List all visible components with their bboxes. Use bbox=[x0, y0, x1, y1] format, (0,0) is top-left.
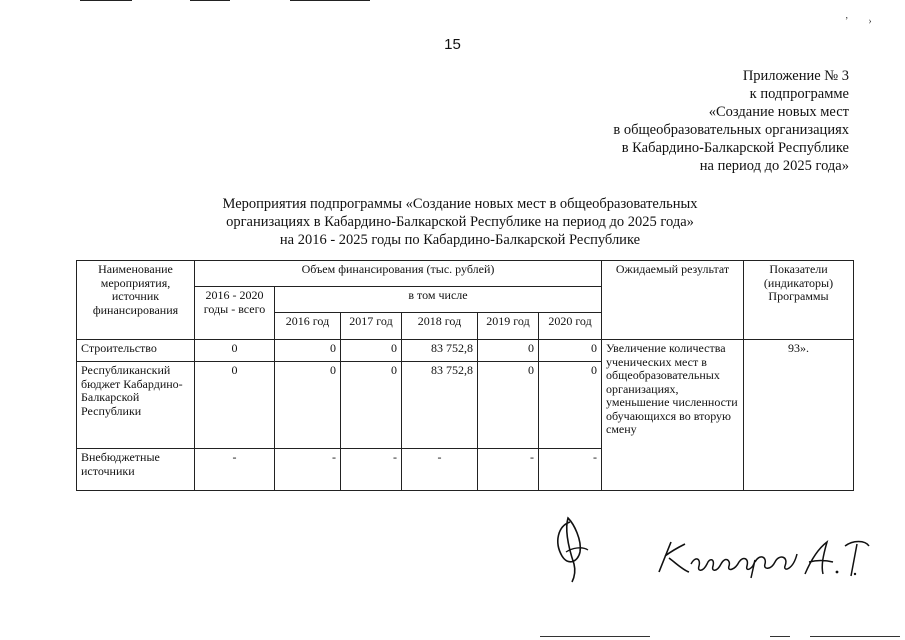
header-indicators: Показатели (индикаторы) Программы bbox=[744, 261, 854, 340]
cell-2017: - bbox=[341, 449, 402, 491]
cell-2018: 83 752,8 bbox=[402, 362, 478, 449]
row-name: Республиканский бюджет Кабардино-Балкарской Республики bbox=[77, 362, 195, 449]
table-row bbox=[77, 340, 854, 362]
appendix-line: в Кабардино-Балкарской Республике bbox=[621, 140, 849, 156]
funding-table bbox=[76, 260, 854, 491]
title-line: Мероприятия подпрограммы «Создание новых мест в общеобразовательных bbox=[222, 196, 698, 212]
cell-2019: 0 bbox=[478, 362, 539, 449]
header-result: Ожидаемый результат bbox=[602, 261, 744, 340]
cell-2018: 83 752,8 bbox=[402, 340, 478, 362]
appendix-line: к подпрограмме bbox=[749, 86, 849, 102]
header-year-2018: 2018 год bbox=[402, 313, 478, 340]
scan-edge-line bbox=[80, 0, 132, 1]
title-line: организациях в Кабардино-Балкарской Республике на период до 2025 года» bbox=[226, 214, 694, 230]
title-line: на 2016 - 2025 годы по Кабардино-Балкарской Республике bbox=[279, 232, 641, 248]
indicator-value: 93». bbox=[744, 340, 854, 491]
scan-edge-line bbox=[540, 636, 650, 637]
signature-mark bbox=[548, 512, 598, 584]
header-total: 2016 - 2020 годы - всего bbox=[195, 287, 275, 340]
row-name: Внебюджетные источники bbox=[77, 449, 195, 491]
cell-2019: - bbox=[478, 449, 539, 491]
appendix-line: Приложение № 3 bbox=[742, 68, 849, 84]
header-including: в том числе bbox=[275, 287, 602, 313]
scan-edge-line bbox=[190, 0, 230, 1]
cell-2017: 0 bbox=[341, 340, 402, 362]
appendix-line: «Создание новых мест bbox=[708, 104, 849, 120]
cell-2016: 0 bbox=[275, 362, 341, 449]
scan-edge-line bbox=[810, 636, 900, 637]
scan-corner-marks: ’› bbox=[845, 16, 892, 27]
cell-2020: - bbox=[539, 449, 602, 491]
header-name: Наименование мероприятия, источник финансирования bbox=[77, 261, 195, 340]
cell-2020: 0 bbox=[539, 340, 602, 362]
header-year-2019: 2019 год bbox=[478, 313, 539, 340]
scan-edge-line bbox=[290, 0, 370, 1]
cell-2019: 0 bbox=[478, 340, 539, 362]
header-year-2016: 2016 год bbox=[275, 313, 341, 340]
cell-2020: 0 bbox=[539, 362, 602, 449]
cell-2018: - bbox=[402, 449, 478, 491]
appendix-line: в общеобразовательных организациях bbox=[613, 122, 849, 138]
cell-2016: 0 bbox=[275, 340, 341, 362]
scan-edge-line bbox=[770, 636, 790, 637]
document-title bbox=[180, 195, 740, 249]
cell-total: 0 bbox=[195, 362, 275, 449]
cell-total: - bbox=[195, 449, 275, 491]
cell-total: 0 bbox=[195, 340, 275, 362]
appendix-line: на период до 2025 года» bbox=[699, 158, 849, 174]
appendix-heading bbox=[613, 67, 849, 175]
header-year-2017: 2017 год bbox=[341, 313, 402, 340]
header-year-2020: 2020 год bbox=[539, 313, 602, 340]
cell-2017: 0 bbox=[341, 362, 402, 449]
handwritten-surname-signature bbox=[655, 532, 875, 582]
page-number: 15 bbox=[444, 36, 461, 53]
cell-2016: - bbox=[275, 449, 341, 491]
header-funding: Объем финансирования (тыс. рублей) bbox=[195, 261, 602, 287]
row-name: Строительство bbox=[77, 340, 195, 362]
expected-result: Увеличение количества ученических мест в общеобразовательных организациях, уменьшение численности обучающихся во вторую смену bbox=[602, 340, 744, 491]
